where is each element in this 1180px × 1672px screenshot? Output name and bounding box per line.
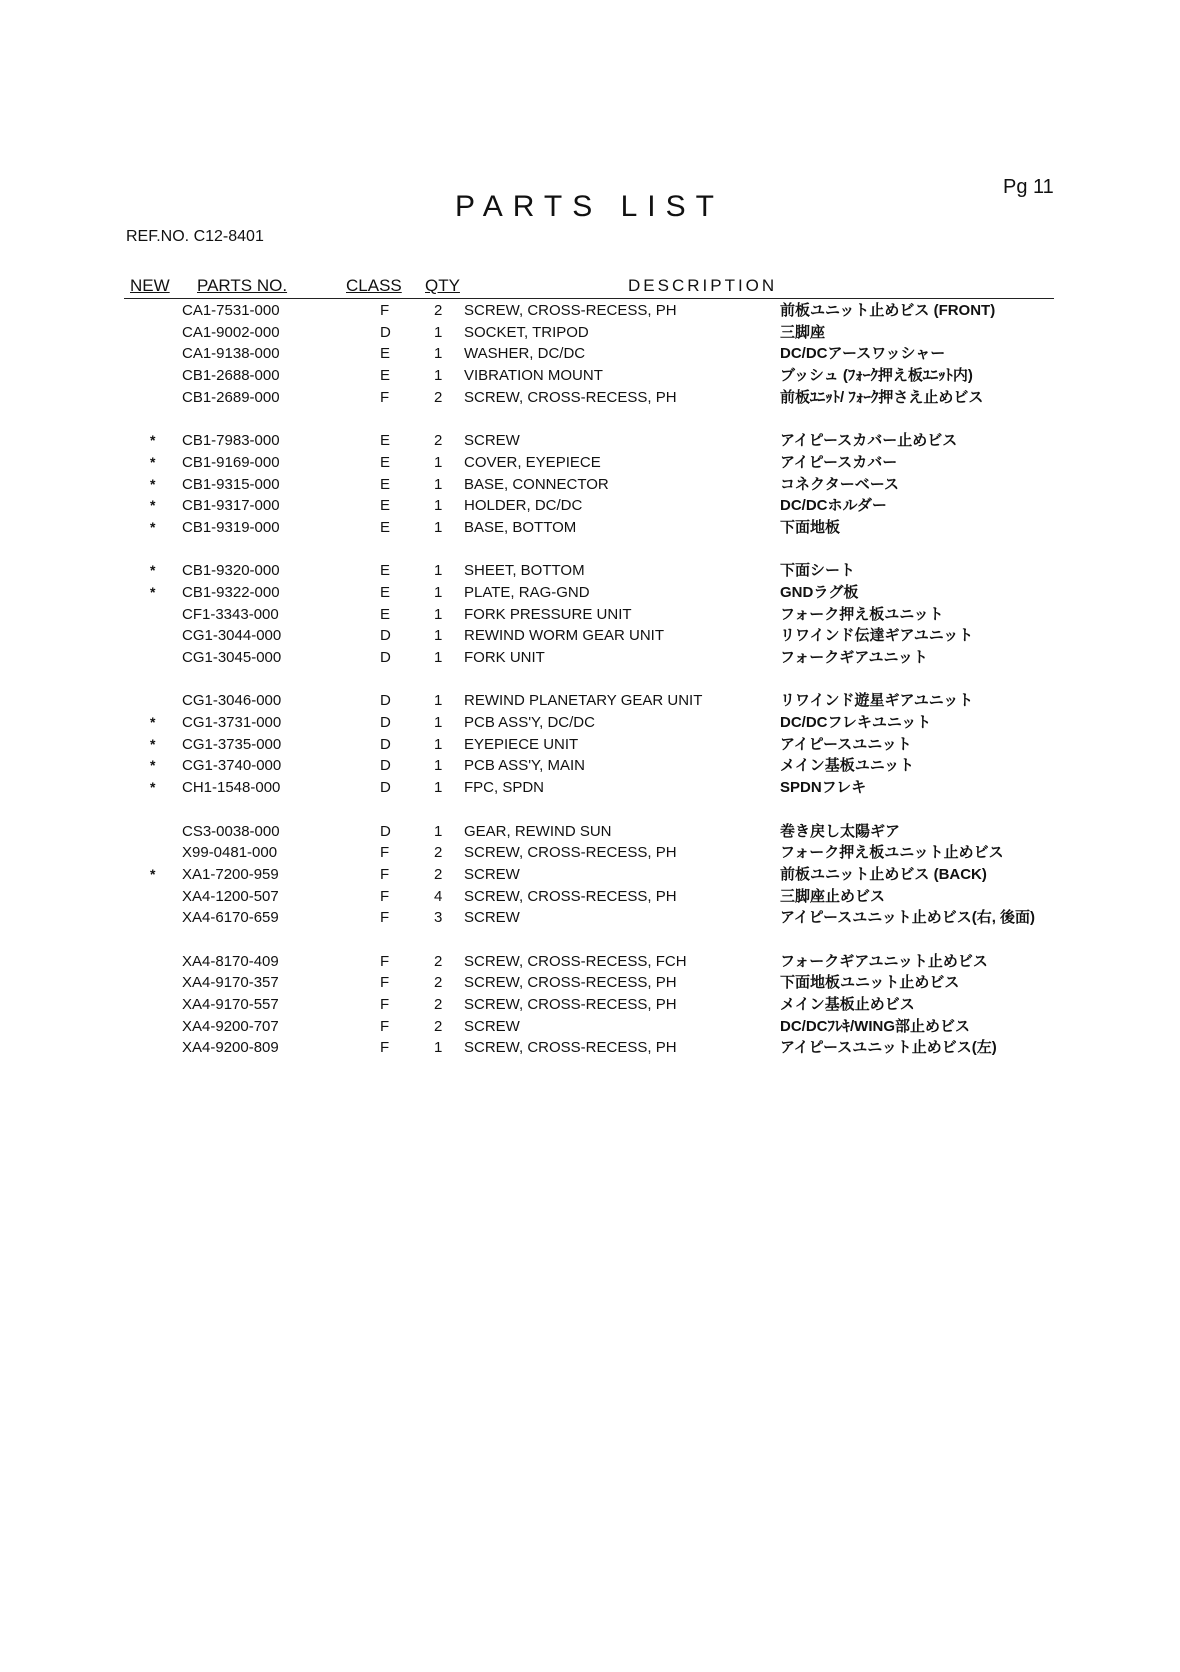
table-row (0, 582, 1180, 604)
description-jp: アイピースカバー止めビス (780, 432, 958, 450)
description-jp: ブッシュ (ﾌｫｰｸ押え板ﾕﾆｯﾄ内) (780, 367, 973, 385)
class-code: F (380, 996, 390, 1013)
class-code: D (380, 779, 391, 797)
parts-number: CB1-9322-000 (182, 583, 280, 601)
description-en: VIBRATION MOUNT (464, 367, 603, 385)
header-class: CLASS (346, 276, 402, 295)
parts-number: CA1-9138-000 (182, 345, 280, 363)
parts-number: CB1-9315-000 (182, 475, 280, 493)
description-en: SOCKET, TRIPOD (464, 323, 589, 341)
description-jp: GNDラグ板 (780, 583, 859, 601)
class-code: D (380, 735, 391, 753)
quantity: 2 (434, 952, 443, 970)
description-jp: 三脚座止めビス (780, 887, 886, 905)
parts-number: XA4-8170-409 (182, 952, 279, 970)
class-code: F (380, 844, 390, 862)
new-marker: * (150, 562, 156, 579)
table-row (0, 300, 1180, 322)
table-row (0, 647, 1180, 669)
parts-number: XA4-9200-809 (182, 1039, 279, 1057)
class-code: D (380, 627, 391, 645)
description-jp: 下面地板ユニット止めビス (780, 974, 960, 992)
table-header (124, 274, 1054, 299)
class-code: F (380, 1039, 390, 1057)
parts-number: CS3-0038-000 (182, 822, 280, 840)
quantity: 1 (434, 627, 443, 645)
description-en: FORK UNIT (464, 649, 545, 666)
header-parts-no: PARTS NO. (197, 276, 288, 295)
description-jp: フォーク押え板ユニット (780, 605, 944, 623)
description-jp: アイピースユニット (780, 735, 912, 753)
description-en: PLATE, RAG-GND (464, 583, 590, 601)
quantity: 1 (434, 475, 443, 493)
class-code: F (380, 865, 390, 883)
description-en: HOLDER, DC/DC (464, 497, 583, 515)
table-row (0, 755, 1180, 777)
class-code: E (380, 605, 391, 623)
parts-number: CH1-1548-000 (182, 779, 281, 797)
parts-number: CG1-3044-000 (182, 627, 282, 645)
description-jp: DC/DCホルダー (780, 497, 887, 515)
quantity: 1 (434, 757, 443, 775)
table-row (0, 690, 1180, 712)
parts-number: CB1-9319-000 (182, 518, 280, 536)
class-code: F (380, 1017, 390, 1035)
table-row (0, 625, 1180, 647)
class-code: F (380, 302, 390, 319)
quantity: 2 (434, 996, 443, 1013)
class-code: F (380, 909, 390, 927)
description-en: BASE, BOTTOM (464, 518, 577, 536)
class-code: E (380, 518, 391, 536)
new-marker: * (150, 432, 156, 449)
new-marker: * (150, 453, 156, 470)
parts-number: CG1-3735-000 (182, 735, 282, 753)
description-jp: 前板ﾕﾆｯﾄ/ ﾌｫｰｸ押さえ止めビス (780, 388, 984, 406)
description-en: FPC, SPDN (464, 779, 545, 797)
class-code: E (380, 367, 391, 385)
class-code: D (380, 692, 391, 710)
description-en: SHEET, BOTTOM (464, 562, 585, 580)
quantity: 1 (434, 735, 443, 753)
quantity: 2 (434, 974, 443, 992)
description-jp: メイン基板止めビス (780, 996, 915, 1013)
parts-number: CB1-9320-000 (182, 562, 280, 580)
class-code: F (380, 388, 390, 406)
class-code: D (380, 323, 391, 341)
quantity: 2 (434, 844, 443, 862)
header-qty: QTY (425, 276, 460, 295)
class-code: E (380, 562, 391, 580)
quantity: 1 (434, 497, 443, 515)
class-code: D (380, 757, 391, 775)
description-en: SCREW (464, 865, 520, 883)
quantity: 2 (434, 432, 443, 450)
class-code: F (380, 974, 390, 992)
parts-number: CF1-3343-000 (182, 605, 279, 623)
description-en: BASE, CONNECTOR (464, 475, 609, 493)
description-en: SCREW, CROSS-RECESS, PH (464, 887, 677, 905)
parts-number: XA4-9200-707 (182, 1017, 279, 1035)
new-marker: * (150, 735, 156, 752)
class-code: E (380, 475, 391, 493)
header-new: NEW (130, 276, 170, 295)
parts-number: CB1-7983-000 (182, 432, 280, 450)
table-row (0, 560, 1180, 582)
parts-number: XA4-9170-357 (182, 974, 279, 992)
description-en: SCREW (464, 909, 520, 927)
description-jp: リワインド遊星ギアユニット (780, 692, 974, 710)
table-row (0, 474, 1180, 496)
new-marker: * (150, 583, 156, 600)
table-row (0, 430, 1180, 452)
parts-number: XA4-1200-507 (182, 887, 279, 905)
table-row (0, 821, 1180, 843)
description-jp: メイン基板ユニット (780, 757, 915, 775)
table-row (0, 907, 1180, 929)
description-en: SCREW, CROSS-RECESS, PH (464, 974, 677, 992)
parts-number: CG1-3045-000 (182, 649, 282, 666)
parts-number: X99-0481-000 (182, 844, 278, 862)
description-en: SCREW, CROSS-RECESS, PH (464, 388, 677, 406)
table-row (0, 517, 1180, 539)
new-marker: * (150, 714, 156, 731)
quantity: 1 (434, 583, 443, 601)
description-en: SCREW, CROSS-RECESS, PH (464, 844, 677, 862)
description-en: SCREW (464, 432, 520, 450)
table-row (0, 452, 1180, 474)
table-row (0, 886, 1180, 908)
header-description: DESCRIPTION (628, 276, 778, 295)
class-code: D (380, 649, 391, 666)
quantity: 2 (434, 388, 443, 406)
quantity: 1 (434, 518, 443, 536)
ref-number: REF.NO. C12-8401 (126, 228, 264, 245)
table-row (0, 972, 1180, 994)
description-jp: コネクターベース (780, 475, 899, 493)
quantity: 1 (434, 345, 443, 363)
description-en: SCREW, CROSS-RECESS, PH (464, 302, 677, 319)
quantity: 2 (434, 865, 443, 883)
description-jp: 前板ユニット止めビス (BACK) (780, 865, 987, 883)
description-en: PCB ASS'Y, DC/DC (464, 714, 595, 732)
parts-number: XA4-9170-557 (182, 996, 279, 1013)
new-marker: * (150, 518, 156, 535)
class-code: E (380, 453, 391, 471)
class-code: F (380, 887, 390, 905)
parts-number: CG1-3731-000 (182, 714, 282, 732)
description-jp: 三脚座 (780, 323, 826, 341)
description-jp: リワインド伝達ギアユニット (780, 627, 974, 645)
description-en: SCREW, CROSS-RECESS, PH (464, 996, 677, 1013)
description-en: SCREW, CROSS-RECESS, FCH (464, 952, 687, 970)
quantity: 1 (434, 779, 443, 797)
class-code: D (380, 822, 391, 840)
quantity: 1 (434, 692, 443, 710)
table-row (0, 1016, 1180, 1038)
page-number: Pg 11 (1003, 176, 1054, 198)
parts-number: CB1-9169-000 (182, 453, 280, 471)
description-en: PCB ASS'Y, MAIN (464, 757, 585, 775)
quantity: 1 (434, 822, 443, 840)
quantity: 3 (434, 909, 443, 927)
description-jp: 前板ユニット止めビス (FRONT) (780, 302, 996, 319)
quantity: 1 (434, 323, 443, 341)
description-en: SCREW, CROSS-RECESS, PH (464, 1039, 677, 1057)
parts-number: CB1-9317-000 (182, 497, 280, 515)
table-row (0, 712, 1180, 734)
table-row (0, 365, 1180, 387)
description-jp: フォークギアユニット止めビス (780, 952, 988, 970)
table-row (0, 343, 1180, 365)
parts-table-body (0, 300, 1180, 1059)
parts-number: XA4-6170-659 (182, 909, 279, 927)
page-title: PARTS LIST (455, 190, 724, 223)
quantity: 2 (434, 1017, 443, 1035)
quantity: 1 (434, 367, 443, 385)
table-row (0, 951, 1180, 973)
class-code: E (380, 432, 391, 450)
description-jp: アイピースカバー (780, 453, 898, 471)
table-row (0, 994, 1180, 1016)
parts-number: CA1-7531-000 (182, 302, 280, 319)
class-code: F (380, 952, 390, 970)
description-en: REWIND WORM GEAR UNIT (464, 627, 664, 645)
description-jp: DC/DCフレキユニット (780, 714, 932, 732)
quantity: 1 (434, 1039, 443, 1057)
quantity: 2 (434, 302, 443, 319)
quantity: 1 (434, 714, 443, 732)
description-jp: 下面地板 (780, 518, 841, 536)
description-en: EYEPIECE UNIT (464, 735, 579, 753)
new-marker: * (150, 497, 156, 514)
description-jp: DC/DCﾌﾚｷ/WING部止めビス (780, 1017, 970, 1035)
new-marker: * (150, 865, 156, 882)
description-jp: アイピースユニット止めビス(左) (780, 1039, 997, 1057)
description-en: COVER, EYEPIECE (464, 453, 601, 471)
description-en: SCREW (464, 1017, 520, 1035)
description-en: REWIND PLANETARY GEAR UNIT (464, 692, 703, 710)
parts-number: CB1-2688-000 (182, 367, 280, 385)
table-row (0, 777, 1180, 799)
quantity: 1 (434, 562, 443, 580)
table-row (0, 864, 1180, 886)
class-code: E (380, 583, 391, 601)
quantity: 1 (434, 605, 443, 623)
table-row (0, 734, 1180, 756)
description-jp: アイピースユニット止めビス(右, 後面) (780, 909, 1036, 927)
quantity: 1 (434, 649, 443, 666)
class-code: D (380, 714, 391, 732)
quantity: 4 (434, 887, 443, 905)
table-row (0, 842, 1180, 864)
table-row (0, 495, 1180, 517)
description-jp: フォークギアユニット (780, 649, 928, 666)
new-marker: * (150, 475, 156, 492)
parts-number: CB1-2689-000 (182, 388, 280, 406)
quantity: 1 (434, 453, 443, 471)
parts-number: CG1-3046-000 (182, 692, 282, 710)
parts-number: XA1-7200-959 (182, 865, 279, 883)
description-en: WASHER, DC/DC (464, 345, 586, 363)
new-marker: * (150, 779, 156, 796)
description-en: FORK PRESSURE UNIT (464, 605, 632, 623)
description-jp: DC/DCアースワッシャー (780, 345, 946, 363)
table-row (0, 604, 1180, 626)
description-en: GEAR, REWIND SUN (464, 822, 612, 840)
table-row (0, 322, 1180, 344)
parts-number: CG1-3740-000 (182, 757, 282, 775)
description-jp: 巻き戻し太陽ギア (780, 822, 901, 840)
parts-number: CA1-9002-000 (182, 323, 280, 341)
new-marker: * (150, 757, 156, 774)
description-jp: SPDNフレキ (780, 779, 867, 797)
table-row (0, 387, 1180, 409)
description-jp: フォーク押え板ユニット止めビス (780, 844, 1004, 862)
class-code: E (380, 345, 391, 363)
table-row (0, 1037, 1180, 1059)
class-code: E (380, 497, 391, 515)
description-jp: 下面シート (780, 562, 856, 580)
